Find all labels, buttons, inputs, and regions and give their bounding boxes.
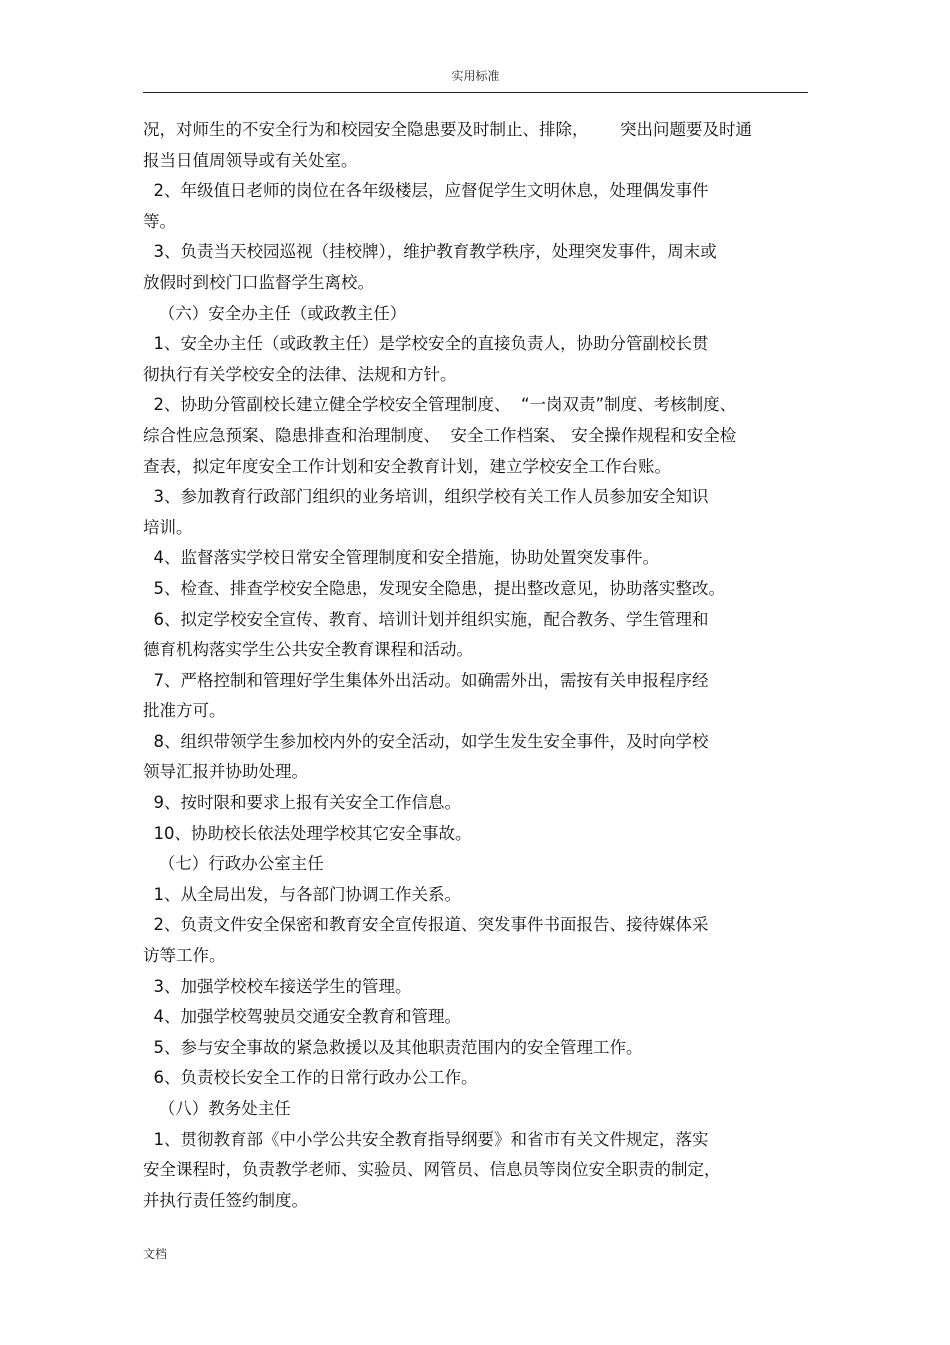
text-line: 4、加强学校驾驶员交通安全教育和管理。 (143, 1007, 461, 1027)
text-line: 1、从全局出发，与各部门协调工作关系。 (143, 884, 461, 904)
footer-label: 文档 (143, 1247, 168, 1261)
text-line: 3、负责当天校园巡视（挂校牌），维护教育教学秩序，处理突发事件，周末或 (143, 242, 717, 262)
text-line: 10、协助校长依法处理学校其它安全事故。 (143, 823, 472, 843)
text-line: 批准方可。 (143, 701, 226, 721)
text-line: 况，对师生的不安全行为和校园安全隐患要及时制止、排除， 突出问题要及时通 (143, 120, 752, 139)
text-line: （六）安全办主任（或政教主任） (143, 303, 407, 323)
text-line: 6、负责校长安全工作的日常行政办公工作。 (143, 1068, 478, 1088)
text-line: 3、加强学校校车接送学生的管理。 (143, 976, 412, 996)
header-title: 实用标准 (451, 69, 500, 83)
text-line: 彻执行有关学校安全的法律、法规和方针。 (143, 364, 457, 384)
text-line: 培训。 (143, 517, 193, 537)
document-body (143, 115, 811, 1216)
text-line: 放假时到校门口监督学生离校。 (143, 272, 374, 292)
text-line: 1、贯彻教育部《中小学公共安全教育指导纲要》和省市有关文件规定，落实 (143, 1129, 709, 1149)
text-line: 2、负责文件安全保密和教育安全宣传报道、突发事件书面报告、接待媒体采 (143, 915, 709, 935)
text-line: 7、严格控制和管理好学生集体外出活动。如确需外出，需按有关申报程序经 (143, 670, 709, 690)
text-line: 领导汇报并协助处理。 (143, 762, 308, 782)
text-line: 综合性应急预案、隐患排查和治理制度、 安全工作档案、 安全操作规程和安全检 (143, 425, 737, 445)
text-line: 报当日值周领导或有关处室。 (143, 150, 358, 170)
text-line: 2、协助分管副校长建立健全学校安全管理制度、 “一岗双责”制度、考核制度、 (143, 395, 737, 415)
text-line: 查表，拟定年度安全工作计划和安全教育计划，建立学校安全工作台账。 (143, 456, 671, 476)
text-line: 5、检查、排查学校安全隐患，发现安全隐患，提出整改意见，协助落实整改。 (143, 578, 725, 598)
text-line: 等。 (143, 211, 176, 231)
text-line: 6、拟定学校安全宣传、教育、培训计划并组织实施，配合教务、学生管理和 (143, 609, 709, 629)
text-line: （七）行政办公室主任 (143, 854, 324, 874)
text-line: 9、按时限和要求上报有关安全工作信息。 (143, 793, 461, 813)
page-header (143, 64, 808, 93)
text-line: 2、年级值日老师的岗位在各年级楼层，应督促学生文明休息，处理偶发事件 (143, 181, 709, 201)
text-line: 访等工作。 (143, 946, 226, 966)
text-line: 1、安全办主任（或政教主任）是学校安全的直接负责人，协助分管副校长贯 (143, 334, 709, 354)
text-line: 3、参加教育行政部门组织的业务培训，组织学校有关工作人员参加安全知识 (143, 487, 709, 507)
text-line: 德育机构落实学生公共安全教育课程和活动。 (143, 640, 473, 660)
text-line: 8、组织带领学生参加校内外的安全活动，如学生发生安全事件，及时向学校 (143, 731, 709, 751)
text-line: 安全课程时，负责教学老师、实验员、网管员、信息员等岗位安全职责的制定， (143, 1160, 721, 1180)
text-line: （八）教务处主任 (143, 1099, 291, 1118)
text-line: 并执行责任签约制度。 (143, 1190, 308, 1210)
text-line: 4、监督落实学校日常安全管理制度和安全措施，协助处置突发事件。 (143, 548, 659, 568)
text-line: 5、参与安全事故的紧急救援以及其他职责范围内的安全管理工作。 (143, 1037, 643, 1057)
